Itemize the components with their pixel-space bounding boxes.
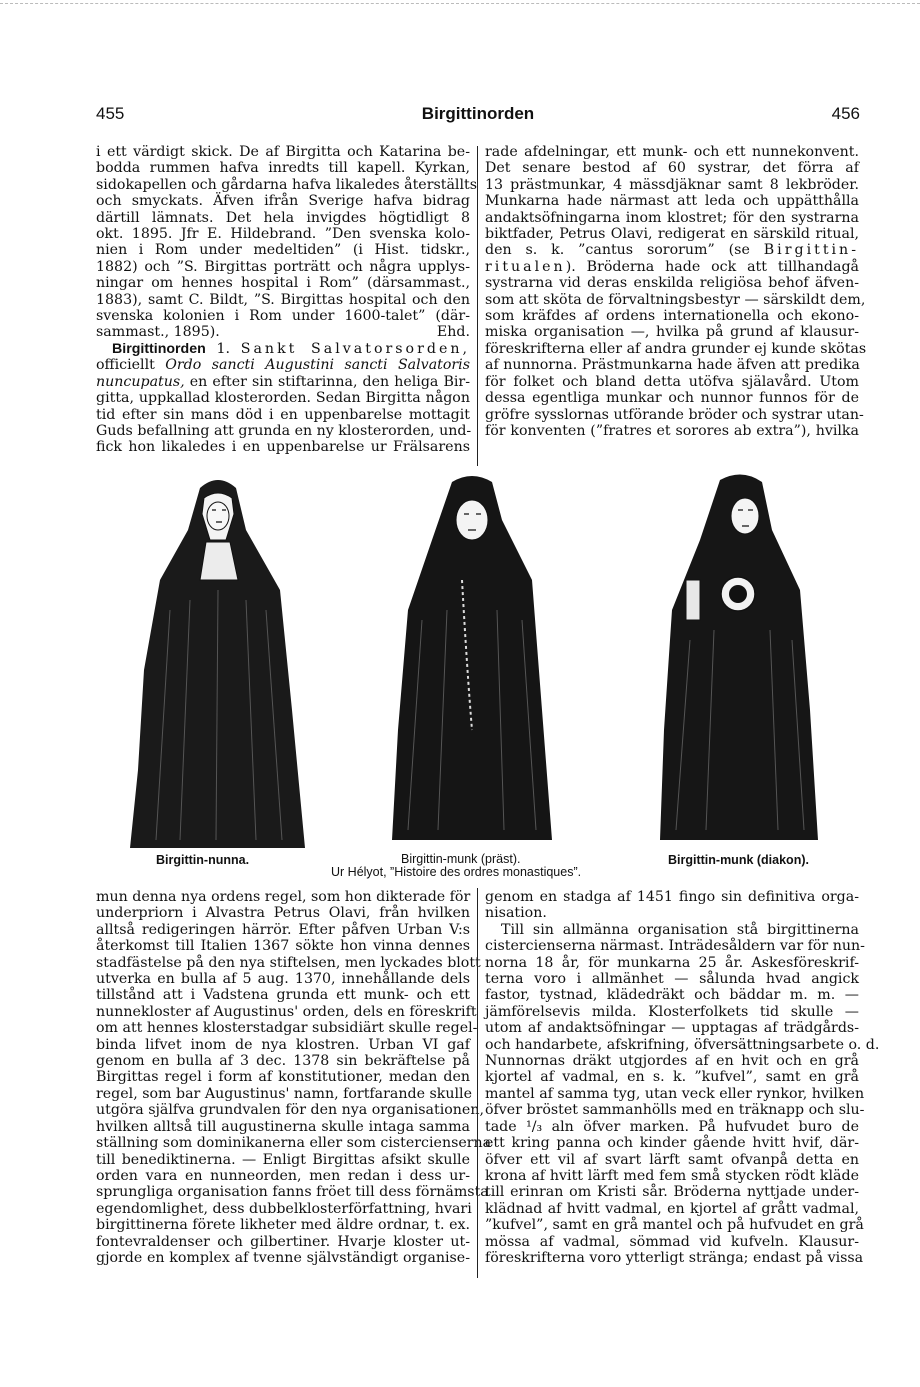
text-line: ett kring panna och kinder gående hvitt hvif, där-: [485, 1135, 859, 1152]
text-line: nien i Rom under medeltiden” (i Hist. tidskr.,: [96, 242, 470, 259]
text-line: fick hon likaledes i en uppenbarelse ur Frälsarens: [96, 439, 470, 456]
column-bottom-right: [485, 889, 880, 1266]
text-line: klädnad af hvitt vadmal, en kjortel af grått vadmal,: [485, 1200, 859, 1217]
text-line: svenska kolonien i Rom under 1600-talet” (där-: [96, 308, 470, 325]
entry-title: Birgittinorden: [112, 340, 206, 357]
text-line: mössa af vadmal, sömmad vid kufveln. Klausur-: [485, 1233, 859, 1250]
page-number-right: 456: [831, 104, 860, 123]
text-line: och smyckats. Äfven ifrån Sverige hafva bidrag: [96, 193, 470, 210]
caption-nun: Birgittin-nunna.: [156, 853, 250, 867]
text-line: birgittinerna förete likheter med äldre ordnar, t. ex.: [96, 1217, 470, 1234]
text-line: biktfader, Petrus Olavi, redigerat en särskild ritual,: [485, 226, 859, 243]
page-number-left: 455: [96, 104, 125, 123]
illustration-figures: [130, 470, 830, 848]
text-line: [485, 259, 859, 275]
text-line: föreskrifterna voro ytterligt stränga; endast på vissa: [485, 1249, 864, 1266]
text-line: sprungliga organisation fanns fröet till dess förnämsta: [96, 1184, 489, 1201]
text-line: och handarbete, afskrifning, öfversättningsarbete o. d.: [485, 1036, 880, 1053]
text-line: som kräfdes af ordens internationella och ekono-: [485, 308, 859, 325]
text-line: till erinran om Kristi sår. Bröderna nyttjade under-: [485, 1184, 859, 1201]
text-line: bodda rummen hafva inredts till kapell. Kyrkan,: [96, 160, 470, 177]
text-line: miska organisation —, hvilka på grund af klausur-: [485, 324, 859, 341]
text-line: sidokapellen och gårdarna hafva likaledes återställts: [96, 176, 477, 193]
column-divider-bottom: [477, 888, 478, 1278]
text-line: [96, 357, 470, 373]
top-rule: [0, 3, 920, 4]
entry-number: 1.: [216, 340, 231, 357]
running-title: Birgittinorden: [421, 104, 535, 123]
priest-monk-engraving: [392, 470, 552, 848]
text-line: ”kufvel”, samt en grå mantel och på hufvudet en grå: [485, 1217, 864, 1234]
text-line: om att hennes klosterstadgar subsidiärt skulle regel-: [96, 1020, 478, 1037]
text-line: dessa egentliga munkar och nunnor funnos för de: [485, 390, 859, 407]
text-line: öfver ett vil af svart lärft samt ofvanpå detta en: [485, 1151, 859, 1168]
text-line: mantel af samma tyg, utan veck eller rynkor, hvilken: [485, 1085, 865, 1102]
column-bottom-left: [96, 889, 492, 1266]
caption-priest-monk: Birgittin-munk (präst).: [401, 852, 521, 866]
text-line: nisation.: [485, 905, 547, 922]
text-line: genom en stadga af 1451 fingo sin definitiva orga-: [485, 889, 859, 905]
text-line: för folket och bland detta utöfva själavård. Utom: [485, 373, 859, 390]
text-line: Birgittas regel i form af konstitutioner, medan den: [96, 1069, 470, 1086]
text-line: tid efter sin mans död i en uppenbarelse mottagit: [96, 406, 470, 423]
latin-name: Ordo sancti Augustini sancti Salvatoris: [165, 357, 470, 374]
text-line: Nunnornas dräkt utgjordes af en hvit och en grå: [485, 1053, 859, 1070]
text-line: gjorde en komplex af tvenne självständigt organise-: [96, 1249, 470, 1266]
text-line: gitta, uppkallad klosterorden. Sedan Birgitta någon: [96, 390, 470, 407]
text-fragment: en efter sin stiftarinna, den heliga Bir-: [189, 373, 470, 390]
text-line: [485, 242, 859, 258]
text-line: orden vara en nunneorden, men redan i dess ur-: [96, 1167, 470, 1184]
text-line: Till sin allmänna organisation stå birgittinerna: [501, 921, 859, 938]
text-line: mun denna nya ordens regel, som hon dikterade för: [96, 889, 471, 905]
text-line: som att sköta de förvaltningsbestyr — särskildt dem,: [485, 291, 866, 308]
deacon-monk-engraving: [650, 470, 830, 848]
text-line: alltså redigeringen härrör. Efter påfven Urban V:s: [96, 921, 470, 938]
caption-deacon-monk: Birgittin-munk (diakon).: [668, 853, 809, 867]
column-divider-top: [477, 146, 478, 466]
page-header: [96, 104, 860, 132]
text-line: underpriorn i Alvastra Petrus Olavi, från hvilken: [96, 905, 470, 922]
text-line: utverka en bulla af 5 aug. 1370, innehållande dels: [96, 971, 470, 988]
text-line: öfver bröstet sammanhölls med en träknapp och slu-: [485, 1102, 865, 1119]
text-line: okt. 1895. Jfr E. Hildebrand. ”Den svenska kolo-: [96, 226, 470, 243]
entry-headline: [96, 341, 470, 357]
text-line: Munkarna hade närmast att leda och uppätthålla: [485, 193, 859, 210]
text-line: gröfre sysslornas utförande bröder och systrar utan-: [485, 406, 864, 423]
text-fragment: sammast., 1895).: [96, 324, 220, 341]
caption-source: Ur Hélyot, ”Histoire des ordres monastiques”.: [331, 865, 582, 879]
text-line: ställning som dominikanerna eller som cistercienserna: [96, 1135, 492, 1152]
text-line: cistercienserna närmast. Inträdesåldern var för nun-: [485, 938, 865, 955]
text-line: tade ¹/₃ aln öfver marken. På hufvudet buro de: [485, 1118, 859, 1135]
text-line: norna 18 år, för munkarna 25 år. Askesföreskrif-: [485, 954, 859, 971]
text-line: fastor, tystnad, klädedräkt och bäddar m. m. —: [485, 987, 859, 1004]
text-line: Det senare bestod af 60 systrar, det förra af: [485, 160, 859, 177]
text-line: därtill lämnats. Det hela invigdes högtidligt 8: [96, 209, 470, 226]
text-fragment: officiellt: [96, 357, 155, 374]
text-line-with-signature: [96, 324, 470, 340]
author-signature: Ehd.: [436, 324, 470, 341]
text-line: i ett värdigt skick. De af Birgitta och Katarina be-: [96, 144, 470, 160]
latin-name: nuncupatus,: [96, 373, 185, 390]
text-line: 1883), samt C. Bildt, ”S. Birgittas hospital och den: [96, 291, 470, 308]
text-line: [96, 374, 470, 390]
text-line: andaktsöfningarna inom klostret; för den systrarna: [485, 209, 859, 226]
text-line: föreskrifterna eller af andra grunder ej kunde skötas: [485, 340, 867, 357]
text-line: till benediktinerna. — Enligt Birgittas afsikt skulle: [96, 1151, 470, 1168]
text-line: regel, som bar Augustinus' namn, fortfarande skulle: [96, 1085, 472, 1102]
text-line: stadfästelse på den nya stiftelsen, men lyckades blott: [96, 954, 481, 971]
text-line: rade afdelningar, ett munk- och ett nunnekonvent.: [485, 144, 859, 160]
text-fragment: ). Bröderna hade ock att tillhandagå: [565, 258, 859, 275]
text-line: genom en bulla af 3 dec. 1378 sin bekräftelse på: [96, 1053, 470, 1070]
text-line: binda lifvet inom de nya klostren. Urban VI gaf: [96, 1036, 470, 1053]
text-line: systrarna vid deras enskilda religiösa behof äfven-: [485, 275, 859, 292]
text-fragment: den s. k. ”cantus sororum” (se: [485, 242, 750, 259]
cross-reference: Birgittin-: [763, 242, 859, 259]
text-line: ningar om hennes hospital i Rom” (därsammast.,: [96, 275, 470, 292]
text-line: jämförelsevis milda. Klosterfolkets tid skulle —: [485, 1003, 859, 1020]
column-top-left: [96, 144, 477, 456]
text-line: 13 prästmunkar, 4 mässdjäknar samt 8 lekbröder.: [485, 176, 859, 193]
text-line: återkomst till Italien 1367 sökte hon vinna dennes: [96, 938, 470, 955]
text-line: kjortel af vadmal, en s. k. ”kufvel”, samt en grå: [485, 1069, 859, 1086]
text-line: Guds befallning att grunda en ny klosterorden, und-: [96, 422, 472, 439]
text-line: för konventen (”fratres et sorores ab extra”), hvilka: [485, 422, 859, 439]
text-line: egendomlighet, dess dubbelklosterförfattning, hvari: [96, 1200, 472, 1217]
nun-engraving: [130, 470, 305, 848]
text-line: krona af hvitt lärft med fem små stycken rödt kläde: [485, 1167, 859, 1184]
text-line: tillstånd att i Vadstena grunda ett munk- och ett: [96, 987, 470, 1004]
text-line: terna voro i allmänhet — sålunda hvad angick: [485, 971, 859, 988]
cross-reference: ritualen: [485, 258, 566, 275]
text-line: hvilken alltså till augustinerna skulle intaga samma: [96, 1118, 470, 1135]
text-line: af nunnorna. Prästmunkarna hade äfven att predika: [485, 357, 860, 374]
column-top-right: [485, 144, 867, 439]
text-line: fontevraldenser och gilbertiner. Hvarje kloster ut-: [96, 1233, 470, 1250]
text-line: 1882) och ”S. Birgittas porträtt och några upplys-: [96, 258, 470, 275]
text-line: utom af andaktsöfningar — upptagas af trädgårds-: [485, 1020, 859, 1037]
text-line: utgöra själfva grundvalen för den nya organisationen,: [96, 1102, 484, 1119]
entry-alt-name: Sankt Salvatorsorden,: [240, 340, 470, 357]
text-line: nunnekloster af Augustinus' orden, dels en föreskrift: [96, 1003, 477, 1020]
